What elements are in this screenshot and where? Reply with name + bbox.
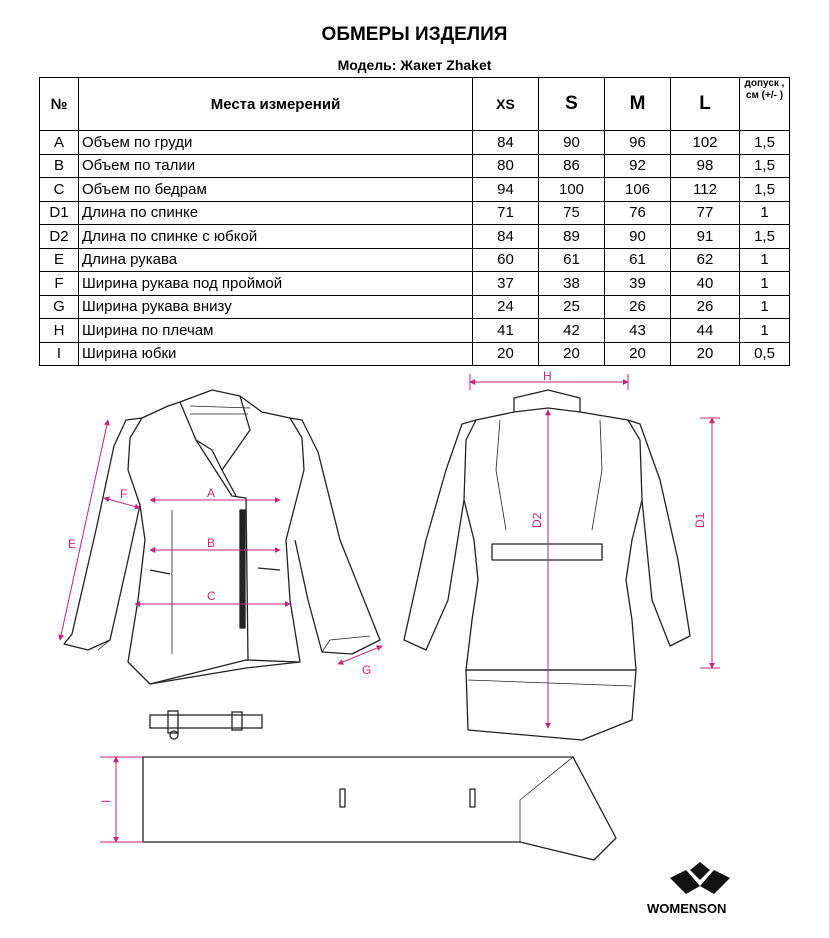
header-xs: XS <box>473 78 539 131</box>
row-code: A <box>40 131 79 155</box>
row-name: Длина рукава <box>79 248 473 272</box>
header-num: № <box>40 78 79 131</box>
row-code: E <box>40 248 79 272</box>
row-xs: 20 <box>473 342 539 366</box>
row-code: D1 <box>40 201 79 225</box>
row-name: Ширина по плечам <box>79 319 473 343</box>
header-s: S <box>539 78 605 131</box>
dim-label-a: A <box>207 486 216 500</box>
dim-label-h: H <box>543 369 552 383</box>
row-l: 40 <box>671 272 740 296</box>
row-code: F <box>40 272 79 296</box>
row-s: 25 <box>539 295 605 319</box>
skirt-dimensions <box>100 757 143 842</box>
back-dimensions <box>470 374 720 728</box>
row-name: Объем по талии <box>79 154 473 178</box>
dim-label-d1: D1 <box>693 512 707 528</box>
row-m: 43 <box>605 319 671 343</box>
row-m: 106 <box>605 178 671 202</box>
row-s: 61 <box>539 248 605 272</box>
row-tolerance: 1 <box>740 272 790 296</box>
row-xs: 60 <box>473 248 539 272</box>
row-name: Длина по спинке с юбкой <box>79 225 473 249</box>
row-s: 90 <box>539 131 605 155</box>
dim-label-g: G <box>362 663 372 677</box>
dim-label-f: F <box>120 487 128 501</box>
header-tolerance: допуск , см (+/- ) <box>740 78 790 131</box>
header-m: M <box>605 78 671 131</box>
belt-sketch <box>150 711 262 739</box>
dim-label-b: B <box>207 536 216 550</box>
row-xs: 94 <box>473 178 539 202</box>
row-l: 26 <box>671 295 740 319</box>
row-name: Объем по бедрам <box>79 178 473 202</box>
row-m: 61 <box>605 248 671 272</box>
row-l: 98 <box>671 154 740 178</box>
logo-text: WOMENSON <box>647 901 727 916</box>
row-xs: 84 <box>473 131 539 155</box>
row-code: D2 <box>40 225 79 249</box>
dim-label-e: E <box>68 537 77 551</box>
dim-label-c: C <box>207 589 216 603</box>
row-s: 42 <box>539 319 605 343</box>
row-code: I <box>40 342 79 366</box>
row-l: 77 <box>671 201 740 225</box>
row-s: 20 <box>539 342 605 366</box>
skirt-flat-sketch <box>143 757 616 860</box>
row-tolerance: 1 <box>740 201 790 225</box>
row-l: 112 <box>671 178 740 202</box>
row-m: 20 <box>605 342 671 366</box>
jacket-back-sketch <box>404 390 690 740</box>
row-code: G <box>40 295 79 319</box>
row-xs: 37 <box>473 272 539 296</box>
row-l: 102 <box>671 131 740 155</box>
row-tolerance: 1 <box>740 248 790 272</box>
row-s: 89 <box>539 225 605 249</box>
row-tolerance: 0,5 <box>740 342 790 366</box>
row-m: 26 <box>605 295 671 319</box>
header-place: Места измерений <box>79 78 473 131</box>
row-name: Ширина рукава под проймой <box>79 272 473 296</box>
row-xs: 24 <box>473 295 539 319</box>
row-m: 96 <box>605 131 671 155</box>
row-tolerance: 1,5 <box>740 178 790 202</box>
row-l: 91 <box>671 225 740 249</box>
row-tolerance: 1 <box>740 295 790 319</box>
row-tolerance: 1 <box>740 319 790 343</box>
row-tolerance: 1,5 <box>740 154 790 178</box>
row-l: 44 <box>671 319 740 343</box>
row-s: 38 <box>539 272 605 296</box>
row-xs: 80 <box>473 154 539 178</box>
row-s: 75 <box>539 201 605 225</box>
page-title: ОБМЕРЫ ИЗДЕЛИЯ <box>321 24 508 45</box>
dim-label-i: I <box>99 799 113 803</box>
model-subtitle: Модель: Жакет Zhaket <box>337 57 492 73</box>
header-l: L <box>671 78 740 131</box>
row-s: 86 <box>539 154 605 178</box>
row-m: 76 <box>605 201 671 225</box>
row-xs: 41 <box>473 319 539 343</box>
front-dimensions <box>60 420 382 664</box>
jacket-front-sketch <box>64 390 380 684</box>
row-m: 39 <box>605 272 671 296</box>
row-m: 90 <box>605 225 671 249</box>
row-code: H <box>40 319 79 343</box>
row-xs: 84 <box>473 225 539 249</box>
row-l: 62 <box>671 248 740 272</box>
row-code: C <box>40 178 79 202</box>
row-name: Ширина рукава внизу <box>79 295 473 319</box>
row-code: B <box>40 154 79 178</box>
row-tolerance: 1,5 <box>740 131 790 155</box>
row-m: 92 <box>605 154 671 178</box>
row-s: 100 <box>539 178 605 202</box>
row-name: Ширина юбки <box>79 342 473 366</box>
dim-label-d2: D2 <box>530 512 544 528</box>
row-tolerance: 1,5 <box>740 225 790 249</box>
row-name: Длина по спинке <box>79 201 473 225</box>
row-l: 20 <box>671 342 740 366</box>
womenson-logo-icon <box>670 862 730 894</box>
row-xs: 71 <box>473 201 539 225</box>
row-name: Объем по груди <box>79 131 473 155</box>
